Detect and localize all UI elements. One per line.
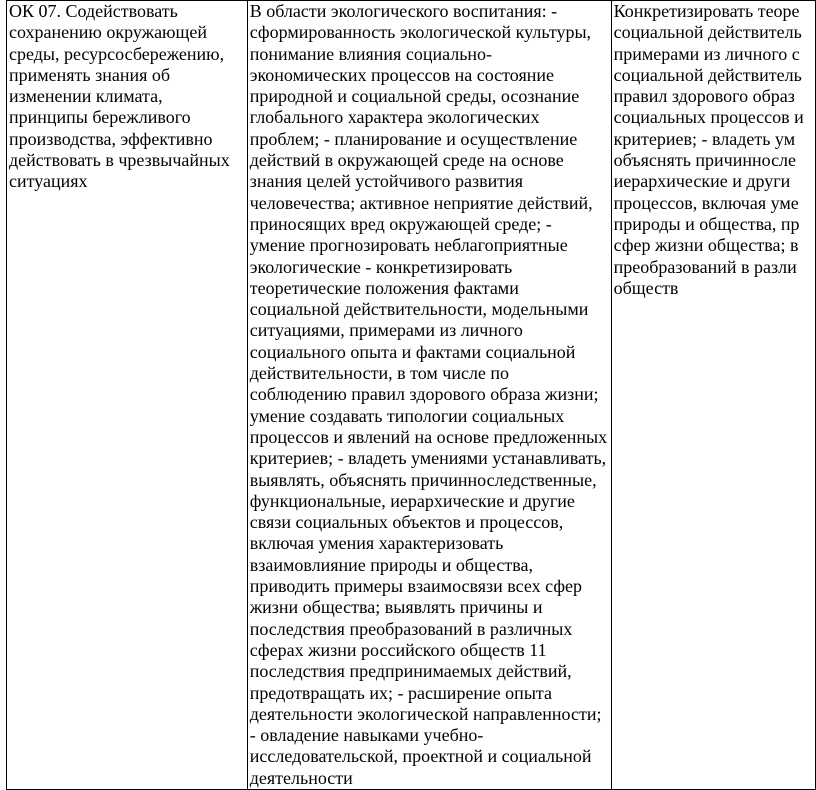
competency-cell (7, 1, 248, 790)
subject-results-line: социальной действитель (613, 64, 802, 85)
subject-results-line: природы и общества, пр (613, 213, 800, 234)
subject-results-line: преобразований в разли (613, 256, 797, 277)
subject-results-line: иерархические и други (613, 171, 791, 192)
table-row (7, 1, 816, 790)
subject-results-line: Конкретизировать теоре (613, 1, 800, 21)
competency-text: ОК 07. Содействовать сохранению окружающей среды, ресурсосбережению, применять знания об изменении климата, принципы бережливого производства, эффективно действовать в чрезвычайных ситуациях (9, 1, 230, 192)
results-text: В области экологического воспитания: - сформированность экологической культуры, понимание влияния социально-экономических процессов на состояние природной и социальной среды, осознание глобального характера экологических проблем; - планирование и осуществление действий в окружающей среде на основе знания целей устойчивого развития человечества; активное неприятие действий, приносящих вред окружающей среде; - умение прогнозировать неблагоприятные экологические - конкретизировать теоретические положения фактами социальной действительности, модельными ситуациями, примерами из личного социального опыта и фактами социальной действительности, в том числе по соблюдению правил здорового образа жизни; умение создавать типологии социальных процессов и явлений на основе предложенных критериев; - владеть умениями устанавливать, выявлять, объяснять причинноследственные, функциональные, иерархические и другие связи социальных объектов и процессов, включая умения характеризовать взаимовлияние природы и общества, приводить примеры взаимосвязи всех сфер жизни общества; выявлять причины и последствия преобразований в различных сферах жизни российского обществ 11 последствия предпринимаемых действий, предотвращать их; - расширение опыта деятельности экологической направленности; - овладение навыками учебно-исследовательской, проектной и социальной деятельности (249, 1, 608, 788)
subject-results-line: критериев; - владеть ум (613, 128, 796, 149)
requirements-table (6, 0, 816, 790)
results-cell (247, 1, 611, 790)
subject-results-line: объяснять причинносле (613, 150, 797, 171)
subject-results-line: социальных процессов и (613, 107, 804, 128)
subject-results-line: социальной действитель (613, 22, 802, 43)
subject-results-line: процессов, включая уме (613, 192, 799, 213)
subject-results-line: обществ (613, 277, 679, 298)
subject-results-cell (611, 1, 815, 790)
subject-results-line: правил здорового образ (613, 86, 795, 107)
subject-results-line: примерами из личного с (613, 43, 800, 64)
subject-results-line: сфер жизни общества; в (613, 235, 799, 256)
subject-results-text (614, 1, 813, 299)
